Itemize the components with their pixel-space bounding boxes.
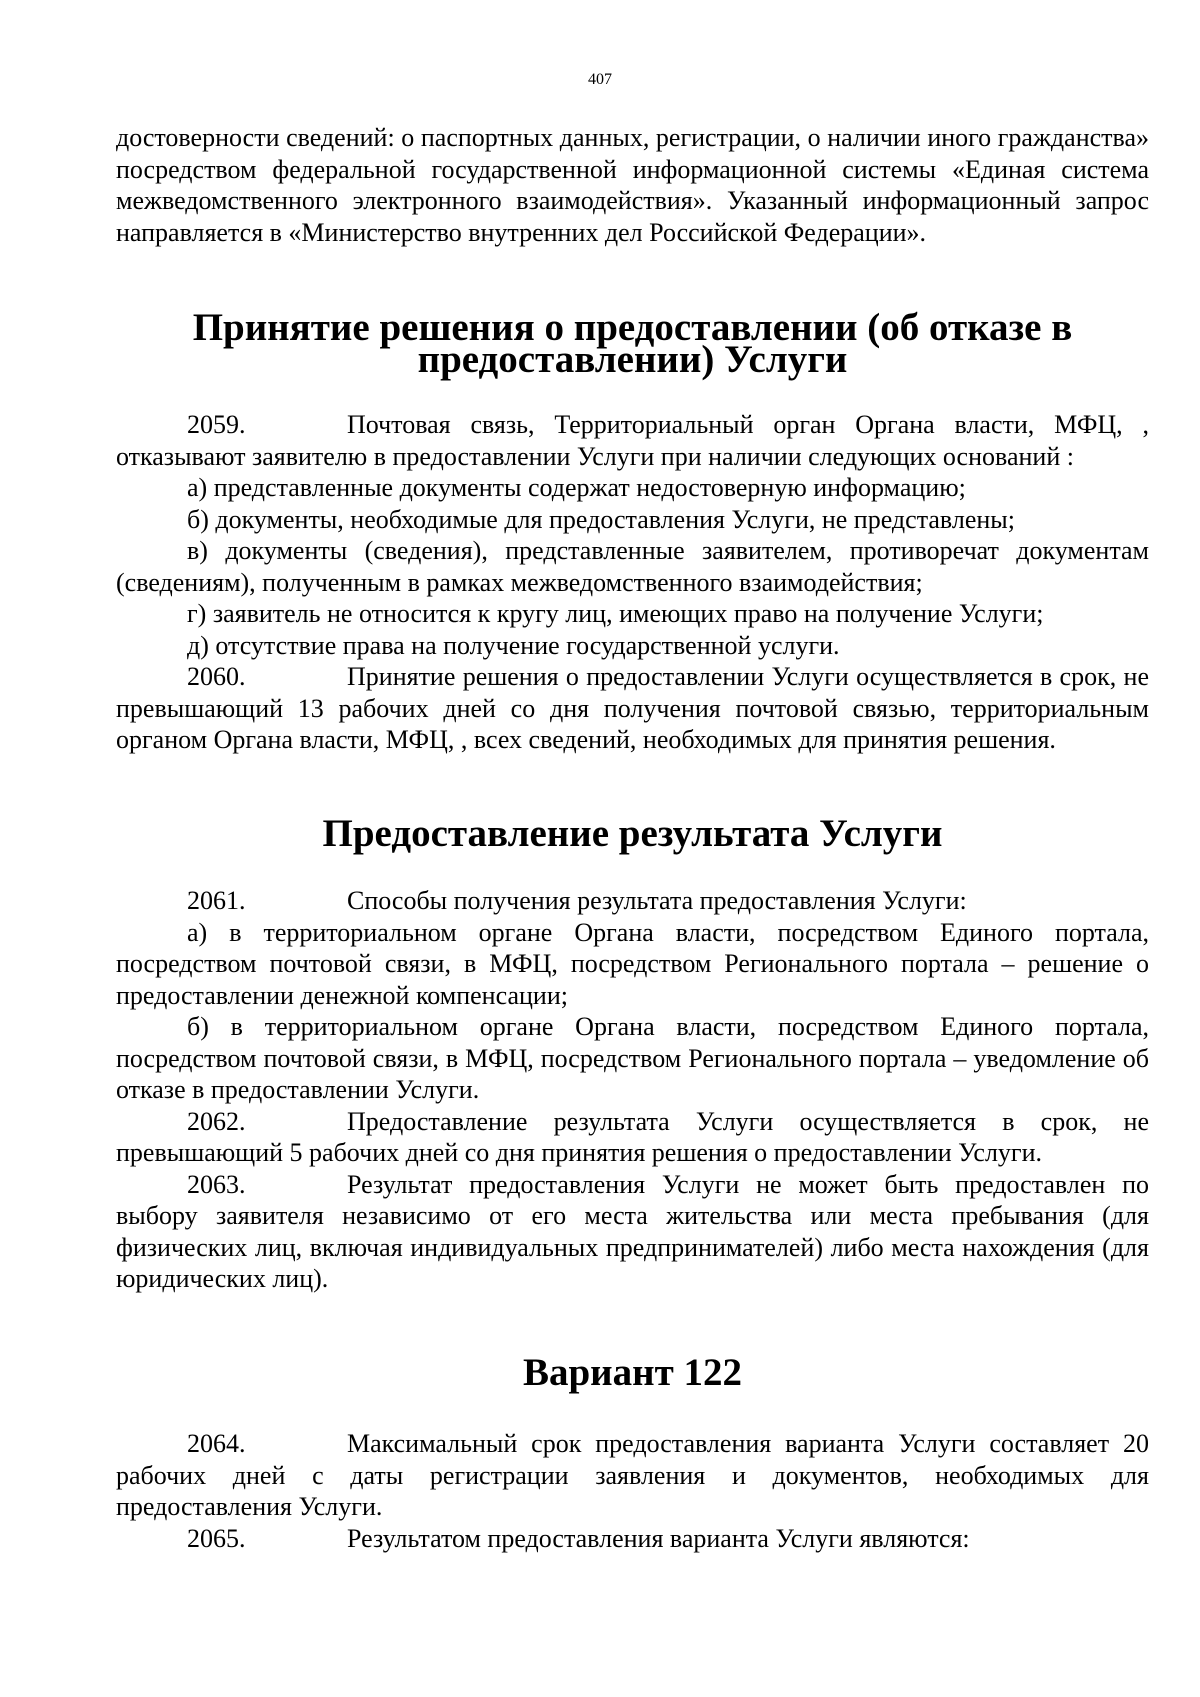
document-body [116,122,1149,1554]
page-number: 407 [588,71,612,88]
clause-text: Результатом предоставления варианта Услуги являются: [347,1523,970,1553]
list-item: а) представленные документы содержат недостоверную информацию; [187,473,966,502]
clause-text: Максимальный срок предоставления варианта Услуги составляет 20 рабочих дней с даты регистрации заявления и документов, необходимых для предоставления Услуги. [116,1429,1149,1521]
clause-number: 2061. [187,886,246,915]
clause-2063 [116,1169,1149,1295]
section-heading-variant: Вариант 122 [522,1350,743,1394]
clause-2065 [116,1523,1149,1555]
clause-number: 2063. [187,1169,246,1199]
section-heading-result: Предоставление результата Услуги [322,811,943,855]
clause-number: 2059. [187,410,246,439]
clause-number: 2064. [187,1429,246,1458]
clause-2064 [116,1428,1149,1523]
clause-2060 [116,661,1149,756]
list-item: д) отсутствие права на получение государственной услуги. [187,630,840,660]
clause-text: Принятие решения о предоставлении Услуги осуществляется в срок, не превышающий 13 рабочих дней со дня получения почтовой связью, территориальным органом Органа власти, МФЦ, , всех сведений, необходимых для принятия решения. [116,662,1149,754]
clause-text: Предоставление результата Услуги осуществляется в срок, не превышающий 5 рабочих дней со дня принятия решения о предоставлении Услуги. [116,1106,1149,1167]
list-item: в) документы (сведения), представленные заявителем, противоречат документам (сведениям), полученным в рамках межведомственного взаимодействия; [116,536,1149,597]
clause-number: 2060. [187,662,246,691]
clause-text: Результат предоставления Услуги не может быть предоставлен по выбору заявителя независимо от его места жительства или места пребывания (для физических лиц, включая индивидуальных предпринимателей) либо места нахождения (для юридических лиц). [116,1169,1149,1293]
list-item: г) заявитель не относится к кругу лиц, имеющих право на получение Услуги; [187,599,1044,628]
list-item: б) документы, необходимые для предоставления Услуги, не представлены; [187,504,1015,534]
clause-text: Способы получения результата предоставления Услуги: [347,886,967,915]
intro-paragraph: достоверности сведений: о паспортных данных, регистрации, о наличии иного гражданства» посредством федеральной государственной информационной системы «Единая система межведомственного электронного взаимодействия». Указанный информационный запрос направляется в «Министерство внутренних дел Российской Федерации». [116,123,1149,247]
clause-2061 [116,885,1149,917]
clause-2059 [116,409,1149,472]
clause-text: Почтовая связь, Территориальный орган Органа власти, МФЦ, , отказывают заявителю в предоставлении Услуги при наличии следующих оснований : [116,410,1149,471]
clause-2062 [116,1106,1149,1169]
clause-number: 2062. [187,1106,246,1136]
clause-number: 2065. [187,1523,246,1553]
section-heading-decision: Принятие решения о предоставлении (об отказе в предоставлении) Услуги [192,306,1073,381]
list-item: б) в территориальном органе Органа власти, посредством Единого портала, посредством почтовой связи, в МФЦ, посредством Регионального портала – уведомление об отказе в предоставлении Услуги. [116,1012,1149,1104]
list-item: а) в территориальном органе Органа власти, посредством Единого портала, посредством почтовой связи, в МФЦ, посредством Регионального портала – решение о предоставлении денежной компенсации; [116,917,1149,1010]
